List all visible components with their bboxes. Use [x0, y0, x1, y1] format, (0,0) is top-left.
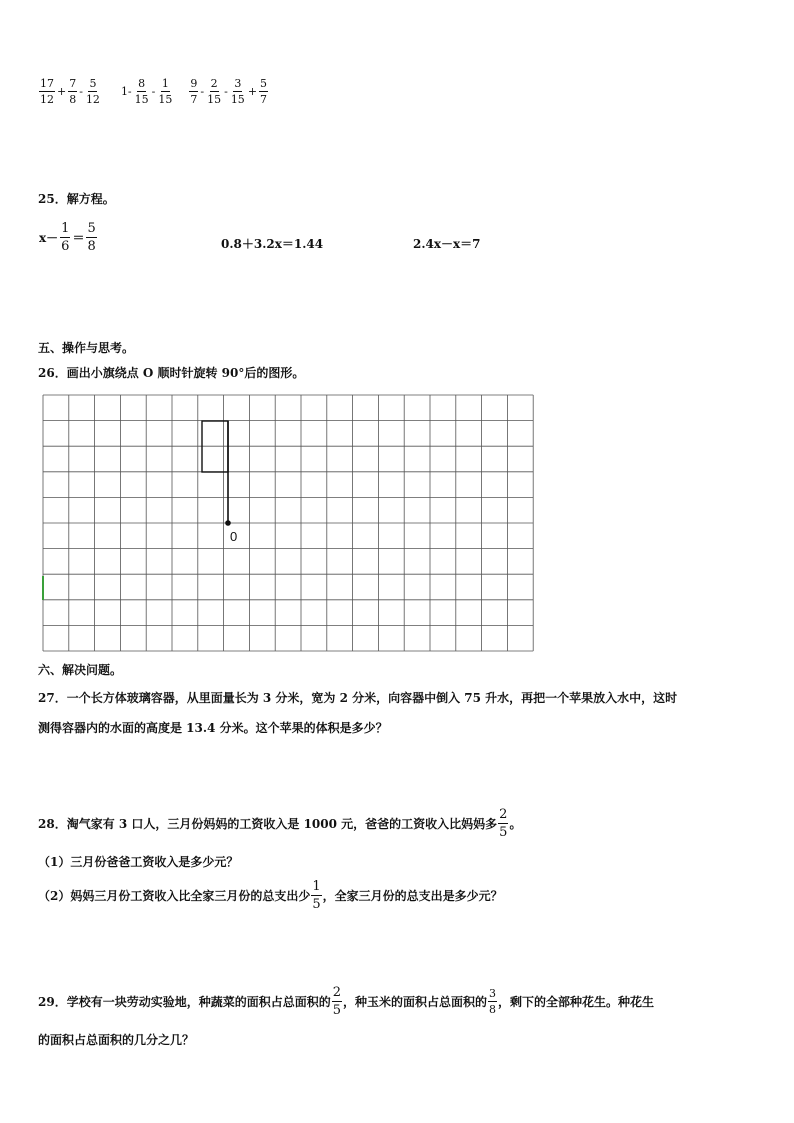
numerator: 3 — [234, 77, 242, 90]
denominator: 8 — [69, 93, 77, 106]
q28-sub2-fraction — [311, 880, 321, 911]
q28-frac-denominator: 5 — [499, 825, 508, 840]
numerator: 5 — [260, 77, 268, 90]
eq1-frac2-denominator: 8 — [87, 239, 96, 254]
denominator: 15 — [158, 93, 173, 106]
section-6-heading: 六、解决问题。 — [38, 663, 123, 677]
eq1-frac1-numerator: 1 — [61, 221, 70, 236]
denominator: 15 — [134, 93, 149, 106]
q25-equation-2: 0.8＋3.2x＝1.44 — [221, 237, 324, 251]
q29-frac1-denominator: 5 — [332, 1003, 341, 1018]
denominator: 12 — [85, 93, 100, 106]
fraction — [189, 78, 198, 105]
numerator: 2 — [210, 77, 218, 90]
eq1-frac1-denominator: 6 — [61, 239, 70, 254]
q29-line-2: 的面积占总面积的几分之几？ — [38, 1033, 195, 1047]
fraction — [39, 78, 55, 105]
eq1-lhs: x－ — [39, 231, 59, 245]
numerator: 8 — [138, 77, 146, 90]
q28-main-fraction — [498, 808, 508, 839]
operator: - — [224, 85, 228, 98]
q27-line-2: 测得容器内的水面的高度是 13.4 分米。这个苹果的体积是多少？ — [38, 721, 388, 735]
fraction — [68, 78, 77, 105]
denominator: 15 — [230, 93, 245, 106]
fraction-calculation-row — [38, 78, 283, 105]
q29-frac2-denominator: 8 — [489, 1003, 496, 1016]
denominator: 15 — [207, 93, 222, 106]
numerator: 9 — [190, 77, 198, 90]
rotation-grid[interactable] — [42, 394, 545, 652]
calc-2 — [120, 78, 174, 105]
numerator: 17 — [40, 77, 54, 90]
q29-fraction-1 — [332, 986, 342, 1017]
fraction — [134, 78, 150, 105]
q29-text-2: ，种玉米的面积占总面积的 — [342, 995, 487, 1009]
operator: 1- — [120, 85, 132, 98]
operator: + — [247, 85, 258, 98]
operator: - — [200, 85, 205, 98]
numerator: 7 — [69, 77, 77, 90]
q29-fraction-2 — [488, 988, 497, 1015]
numerator: 1 — [161, 77, 169, 90]
section-5-heading: 五、操作与思考。 — [38, 341, 135, 355]
q29-frac2-numerator: 3 — [489, 987, 496, 1000]
denominator: 7 — [190, 93, 198, 106]
q28-sub2-numerator: 1 — [312, 879, 321, 894]
q28-frac-numerator: 2 — [499, 807, 508, 822]
fraction — [157, 78, 173, 105]
denominator: 12 — [40, 93, 54, 106]
eq1-fraction-1 — [60, 222, 70, 253]
fraction — [230, 78, 246, 105]
eq1-fraction-2 — [86, 222, 96, 253]
q25-title: 25．解方程。 — [38, 192, 115, 206]
q27-line-1: 27．一个长方体玻璃容器，从里面量长为 3 分米，宽为 2 分米，向容器中倒入 75 升水，再把一个苹果放入水中，这时 — [38, 691, 678, 705]
eq1-equals: ＝ — [72, 231, 85, 245]
fraction — [85, 78, 101, 105]
q29-frac1-numerator: 2 — [332, 985, 341, 1000]
q28-main — [38, 808, 521, 839]
q28-sub-2 — [38, 880, 503, 911]
q29-text-1: 29．学校有一块劳动实验地，种蔬菜的面积占总面积的 — [38, 995, 331, 1009]
point-o — [225, 520, 231, 526]
q28-sub2-denominator: 5 — [312, 897, 321, 912]
denominator: 7 — [260, 93, 268, 106]
q28-sub2-end: ，全家三月份的总支出是多少元？ — [322, 889, 503, 903]
point-o-label: 0 — [230, 529, 238, 544]
q28-sub2-text: （2）妈妈三月份工资收入比全家三月份的总支出少 — [38, 889, 311, 903]
q28-main-end: 。 — [509, 817, 522, 831]
fraction — [259, 78, 268, 105]
q25-equation-1 — [38, 222, 98, 253]
fraction — [206, 78, 222, 105]
grid-lines — [43, 395, 533, 651]
q25-equation-3: 2.4x－x＝7 — [413, 237, 481, 251]
q29-line-1 — [38, 986, 654, 1017]
q28-main-text: 28．淘气家有 3 口人，三月份妈妈的工资收入是 1000 元，爸爸的工资收入比妈妈多 — [38, 817, 498, 831]
calc-3 — [188, 78, 269, 105]
eq1-frac2-numerator: 5 — [87, 221, 96, 236]
operator: - — [151, 85, 156, 98]
numerator: 5 — [89, 77, 97, 90]
operator: + — [57, 85, 67, 98]
q29-text-3: ，剩下的全部种花生。种花生 — [498, 995, 655, 1009]
q26-title: 26．画出小旗绕点 O 顺时针旋转 90°后的图形。 — [38, 366, 305, 380]
operator: - — [79, 85, 83, 98]
calc-1 — [38, 78, 102, 105]
q28-sub-1: （1）三月份爸爸工资收入是多少元？ — [38, 855, 239, 869]
